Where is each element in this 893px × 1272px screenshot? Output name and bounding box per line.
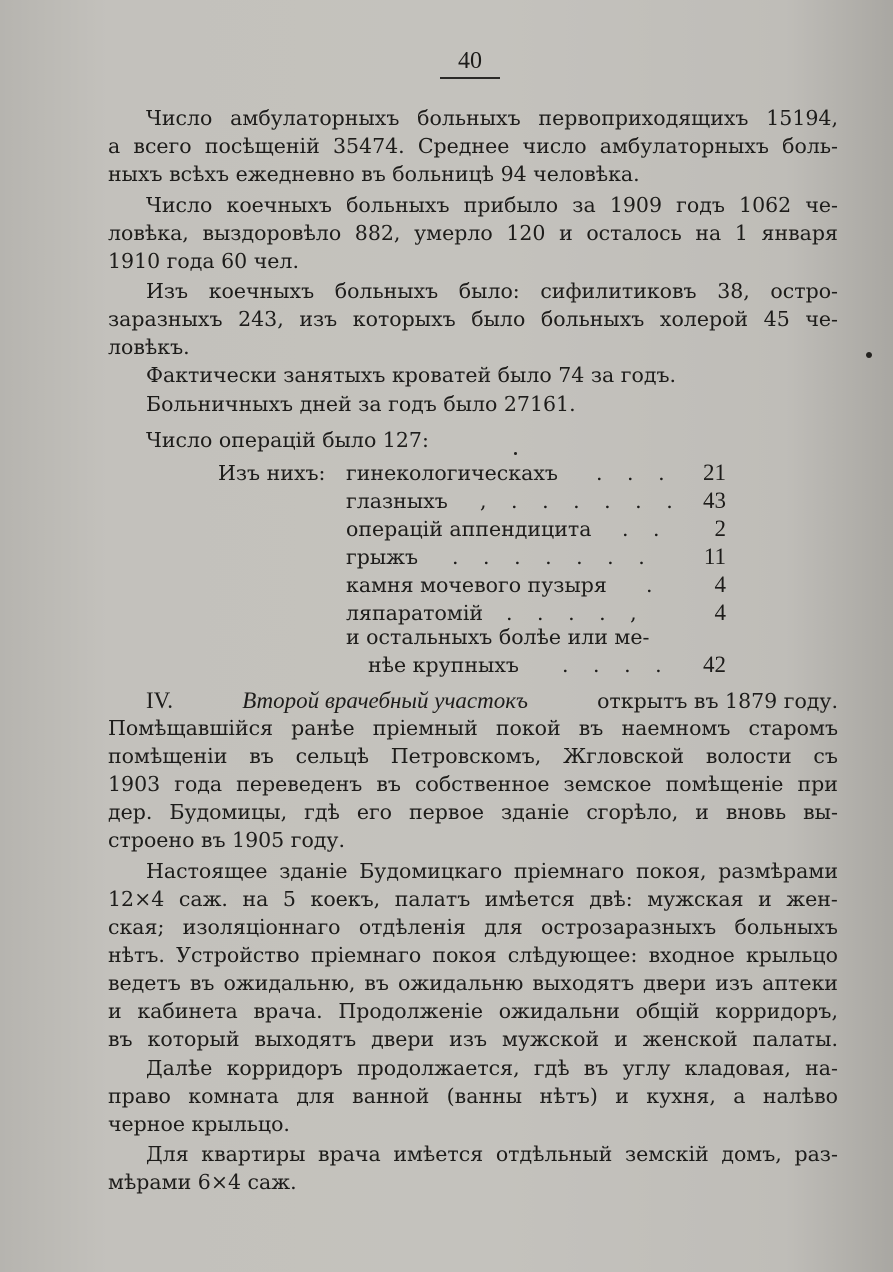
word: врача bbox=[318, 1142, 381, 1166]
word: наемномъ bbox=[621, 716, 731, 740]
word: пріемный bbox=[372, 716, 478, 740]
operation-label: операцій аппендицита bbox=[346, 517, 592, 541]
word: сгорѣло, bbox=[586, 800, 679, 824]
word: углу bbox=[622, 1056, 671, 1080]
operation-row bbox=[218, 458, 726, 488]
word: всего bbox=[133, 134, 192, 158]
word: Жгловской bbox=[563, 744, 685, 768]
word: гдѣ bbox=[533, 1056, 570, 1080]
word: выходятъ bbox=[254, 1027, 357, 1051]
word: слѣдующее: bbox=[507, 943, 638, 967]
word: Продолженіе bbox=[338, 999, 483, 1023]
word: годъ bbox=[676, 193, 725, 217]
word: сифилитиковъ bbox=[540, 279, 697, 303]
word: съ bbox=[813, 744, 838, 768]
operation-label: грыжъ bbox=[346, 545, 419, 569]
word: и bbox=[614, 1027, 628, 1051]
word: имѣется bbox=[393, 1142, 484, 1166]
word: старомъ bbox=[748, 716, 838, 740]
word: 38, bbox=[717, 279, 750, 303]
operation-count: 4 bbox=[714, 600, 726, 625]
word: пріемнаго bbox=[310, 943, 422, 967]
word: право bbox=[108, 1084, 171, 1108]
word: нѣтъ) bbox=[539, 1084, 598, 1108]
operation-dots: , . . . . . . bbox=[480, 489, 682, 513]
word: больныхъ bbox=[540, 307, 645, 331]
operation-label: и остальныхъ болѣе или ме- bbox=[346, 625, 650, 649]
section-title: Второй врачебный участокъ bbox=[242, 688, 528, 713]
word: ожидальню bbox=[397, 971, 524, 995]
word: больныхъ bbox=[734, 915, 838, 939]
word: покоя, bbox=[635, 859, 707, 883]
operation-dots: . . . bbox=[596, 461, 674, 485]
word: остро- bbox=[770, 279, 838, 303]
word: Помѣщавшійся bbox=[108, 716, 274, 740]
word: сельцѣ bbox=[295, 744, 369, 768]
word: вновь bbox=[725, 800, 787, 824]
word: изъ bbox=[715, 971, 754, 995]
word: двери bbox=[371, 1027, 435, 1051]
word: острозаразныхъ bbox=[541, 915, 717, 939]
operation-count: 42 bbox=[703, 652, 726, 677]
word: изоляціоннаго bbox=[182, 915, 341, 939]
word: двѣ: bbox=[589, 887, 633, 911]
word: который bbox=[147, 1027, 240, 1051]
word: ожидальни bbox=[498, 999, 620, 1023]
word: палатъ bbox=[394, 887, 471, 911]
word: которыхъ bbox=[352, 307, 456, 331]
word: за bbox=[572, 193, 596, 217]
word: общій bbox=[635, 999, 700, 1023]
word: Устройство bbox=[176, 943, 300, 967]
word: 243, bbox=[238, 307, 284, 331]
word: Среднее bbox=[417, 134, 510, 158]
word: саж. bbox=[178, 887, 228, 911]
word: въ bbox=[189, 971, 215, 995]
paragraph-beds: Фактически занятыхъ кроватей было 74 за годъ. bbox=[146, 363, 677, 387]
word: его bbox=[356, 800, 393, 824]
word: отдѣльный bbox=[495, 1142, 613, 1166]
word: при bbox=[797, 772, 838, 796]
word: выходятъ bbox=[532, 971, 635, 995]
word: на bbox=[242, 887, 269, 911]
word: больныхъ bbox=[346, 193, 450, 217]
operation-label: нѣе крупныхъ bbox=[368, 653, 519, 677]
word: изъ bbox=[449, 1027, 488, 1051]
operation-count: 2 bbox=[714, 516, 726, 541]
word: амбулаторныхъ bbox=[599, 134, 769, 158]
word: размѣрами bbox=[718, 859, 838, 883]
word: въ bbox=[376, 772, 401, 796]
word: зданіе bbox=[279, 859, 348, 883]
word: Число bbox=[146, 106, 213, 130]
word: первое bbox=[409, 800, 484, 824]
word: Петровскомъ, bbox=[390, 744, 542, 768]
section-number: IV. bbox=[146, 688, 174, 713]
operation-label: ляпаратомій bbox=[346, 601, 484, 625]
operation-dots: . bbox=[646, 573, 662, 597]
word: жен- bbox=[786, 887, 838, 911]
word: Будомицы, bbox=[169, 800, 288, 824]
operation-dots: . . . . . . . bbox=[452, 545, 654, 569]
word: въ bbox=[578, 716, 604, 740]
word: Далѣе bbox=[146, 1056, 213, 1080]
word: налѣво bbox=[762, 1084, 838, 1108]
operation-label: глазныхъ bbox=[346, 489, 448, 513]
word: въ bbox=[583, 1056, 609, 1080]
word: было: bbox=[458, 279, 520, 303]
paragraph-operations: Число операцій было 127: bbox=[146, 428, 429, 452]
operation-row bbox=[218, 570, 726, 600]
word: мужская bbox=[647, 887, 744, 911]
operation-count: 43 bbox=[703, 488, 726, 513]
paragraph-corridor-line-3: черное крыльцо. bbox=[108, 1112, 290, 1136]
word: дер. bbox=[108, 800, 153, 824]
word: изъ bbox=[299, 307, 338, 331]
word: и bbox=[615, 1084, 629, 1108]
word: января bbox=[761, 221, 838, 245]
operation-dots: . . bbox=[622, 517, 669, 541]
paragraph-hospital-days: Больничныхъ дней за годъ было 27161. bbox=[146, 392, 576, 416]
word: ванной bbox=[352, 1084, 430, 1108]
word: выздоровѣло bbox=[202, 221, 342, 245]
operations-lead-label: Изъ нихъ: bbox=[218, 461, 326, 485]
word: и bbox=[758, 887, 772, 911]
word: 1909 bbox=[609, 193, 663, 217]
operation-row bbox=[218, 514, 726, 544]
word: умерло bbox=[414, 221, 493, 245]
word: больныхъ bbox=[417, 106, 521, 130]
word: холерой bbox=[659, 307, 749, 331]
paragraph-doctor-house-line-2: мѣрами 6×4 саж. bbox=[108, 1170, 297, 1194]
word: врача. bbox=[253, 999, 323, 1023]
paragraph-inpatient-line-3: 1910 года 60 чел. bbox=[108, 249, 299, 273]
operation-count: 11 bbox=[703, 544, 726, 569]
word: переведенъ bbox=[236, 772, 363, 796]
word: домъ, bbox=[721, 1142, 782, 1166]
word: въ bbox=[108, 1027, 133, 1051]
paragraph-building-line-7 bbox=[108, 1023, 838, 1055]
word: раз- bbox=[794, 1142, 838, 1166]
word: и bbox=[108, 999, 122, 1023]
word: 15194, bbox=[766, 106, 838, 130]
word: ранѣе bbox=[291, 716, 355, 740]
word: 882, bbox=[354, 221, 401, 245]
word: отдѣленія bbox=[358, 915, 466, 939]
word: посѣщеній bbox=[204, 134, 320, 158]
word: собственное bbox=[415, 772, 550, 796]
word: Для bbox=[146, 1142, 189, 1166]
word: продолжается, bbox=[357, 1056, 520, 1080]
word: ловѣка, bbox=[108, 221, 189, 245]
word: волости bbox=[705, 744, 792, 768]
word: имѣется bbox=[484, 887, 575, 911]
word: кухня, bbox=[646, 1084, 716, 1108]
word: вы- bbox=[803, 800, 838, 824]
word: аптеки bbox=[762, 971, 838, 995]
word: въ bbox=[249, 744, 274, 768]
operation-label: гинекологическахъ bbox=[346, 461, 558, 485]
word: корридоръ bbox=[226, 1056, 343, 1080]
word: помѣщеніе bbox=[665, 772, 784, 796]
operation-row-other-line-1 bbox=[218, 622, 726, 652]
word: для bbox=[296, 1084, 335, 1108]
word: двери bbox=[643, 971, 707, 995]
word: Изъ bbox=[146, 279, 189, 303]
word: крыльцо bbox=[745, 943, 838, 967]
word: Будомицкаго bbox=[359, 859, 503, 883]
word: больныхъ bbox=[334, 279, 439, 303]
word: ведетъ bbox=[108, 971, 181, 995]
word: гдѣ bbox=[304, 800, 340, 824]
word: кладовая, bbox=[684, 1056, 791, 1080]
word: 120 bbox=[506, 221, 546, 245]
word: 1903 bbox=[108, 772, 161, 796]
word: палаты. bbox=[752, 1027, 838, 1051]
word: че- bbox=[805, 193, 838, 217]
word: и bbox=[695, 800, 709, 824]
section-heading-rest: открытъ въ 1879 году. bbox=[597, 689, 838, 713]
word: зданіе bbox=[500, 800, 570, 824]
word: первоприходящихъ bbox=[538, 106, 749, 130]
operation-row bbox=[218, 542, 726, 572]
word: амбулаторныхъ bbox=[230, 106, 400, 130]
operation-row bbox=[218, 486, 726, 516]
word: коечныхъ bbox=[208, 279, 315, 303]
operation-label: камня мочевого пузыря bbox=[346, 573, 607, 597]
word: 1 bbox=[734, 221, 748, 245]
word: прибыло bbox=[463, 193, 559, 217]
page-number: 40 bbox=[440, 48, 500, 79]
word: года bbox=[174, 772, 223, 796]
word: осталось bbox=[586, 221, 682, 245]
operation-dots: . . . . , bbox=[506, 601, 646, 625]
word: земскій bbox=[624, 1142, 709, 1166]
word: покой bbox=[495, 716, 561, 740]
word: покоя bbox=[432, 943, 497, 967]
word: было bbox=[471, 307, 526, 331]
word: на- bbox=[805, 1056, 838, 1080]
operation-count: 4 bbox=[714, 572, 726, 597]
word: нѣтъ. bbox=[108, 943, 165, 967]
word: и bbox=[559, 221, 573, 245]
word: а bbox=[108, 134, 121, 158]
word: пріемнаго bbox=[513, 859, 625, 883]
paragraph-patients-line-3: ловѣкъ. bbox=[108, 335, 190, 359]
operation-dots: . . . . bbox=[562, 653, 671, 677]
word: коечныхъ bbox=[226, 193, 332, 217]
word: земское bbox=[563, 772, 652, 796]
word: 45 bbox=[763, 307, 790, 331]
word: ожидальню, bbox=[223, 971, 356, 995]
word: боль- bbox=[782, 134, 838, 158]
word: для bbox=[484, 915, 523, 939]
word: число bbox=[522, 134, 587, 158]
word: женской bbox=[642, 1027, 738, 1051]
word: въ bbox=[364, 971, 389, 995]
word: Число bbox=[146, 193, 213, 217]
word: коекъ, bbox=[310, 887, 381, 911]
word: 35474. bbox=[332, 134, 405, 158]
word: 12×4 bbox=[108, 887, 165, 911]
paragraph-history-line-5: строено въ 1905 году. bbox=[108, 828, 346, 852]
word: Настоящее bbox=[146, 859, 268, 883]
word: комната bbox=[188, 1084, 279, 1108]
word: 5 bbox=[282, 887, 296, 911]
word: ская; bbox=[108, 915, 165, 939]
word: входное bbox=[648, 943, 735, 967]
scan-speck bbox=[514, 452, 517, 455]
word: заразныхъ bbox=[108, 307, 223, 331]
word: корридоръ, bbox=[715, 999, 838, 1023]
word: 1062 bbox=[739, 193, 792, 217]
word: кабинета bbox=[137, 999, 238, 1023]
scan-speck bbox=[866, 352, 872, 358]
paragraph-ambulatory-line-3: ныхъ всѣхъ ежедневно въ больницѣ 94 человѣка. bbox=[108, 162, 640, 186]
word: а bbox=[733, 1084, 746, 1108]
word: мужской bbox=[502, 1027, 600, 1051]
word: квартиры bbox=[201, 1142, 306, 1166]
operation-count: 21 bbox=[703, 460, 726, 485]
word: на bbox=[695, 221, 722, 245]
word: (ванны bbox=[446, 1084, 523, 1108]
operation-row-other-line-2 bbox=[218, 650, 726, 680]
word: помѣщеніи bbox=[108, 744, 228, 768]
word: че- bbox=[805, 307, 838, 331]
